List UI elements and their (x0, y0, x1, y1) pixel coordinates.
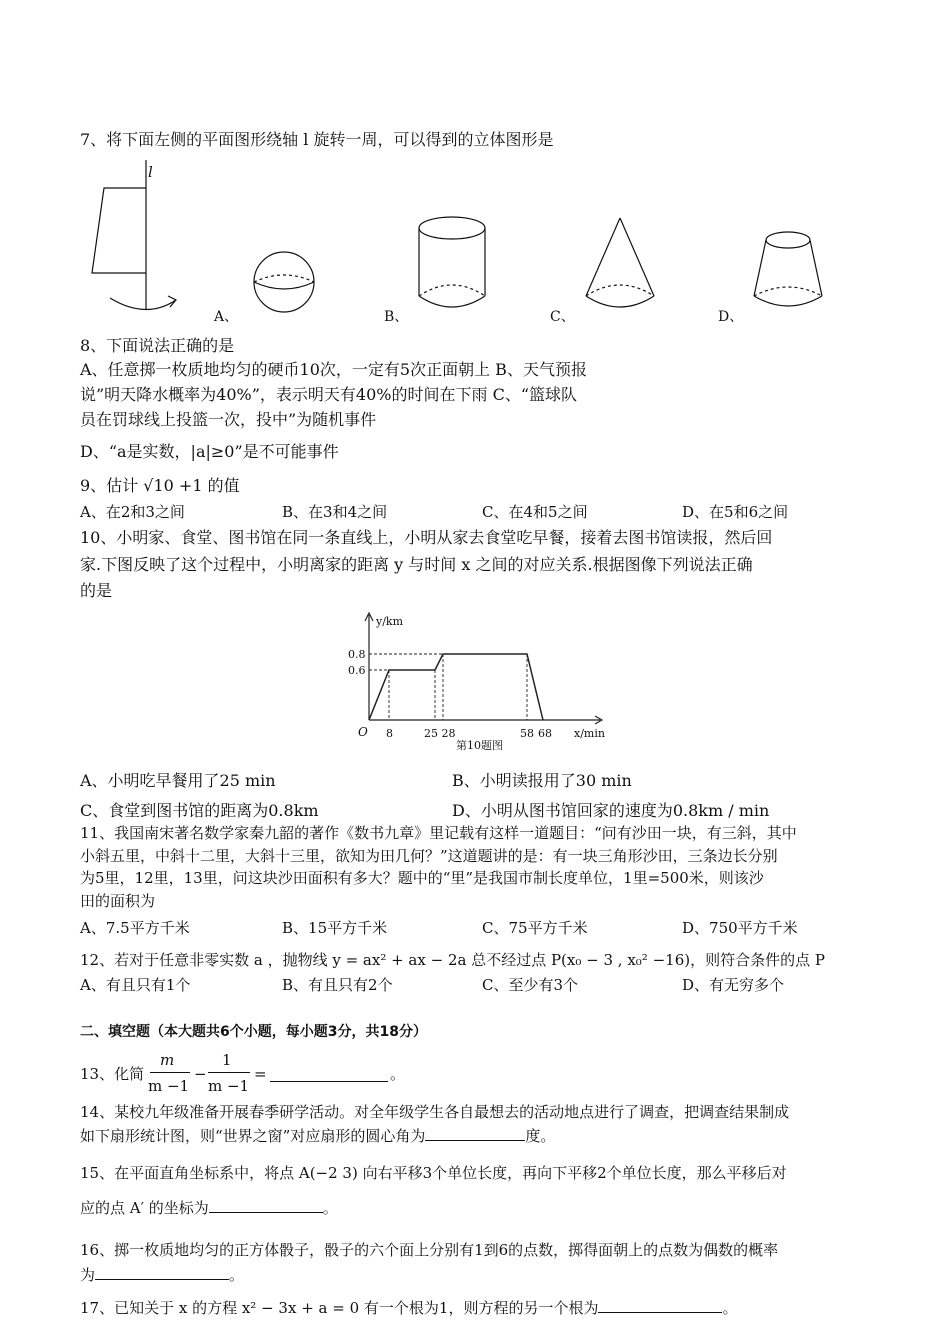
graph-xtick-58: 58 (520, 727, 534, 740)
q11-option-d: D、750平方千米 (682, 919, 798, 937)
q9-option-a: A、在2和3之间 (80, 503, 185, 521)
q12-option-c: C、至少有3个 (482, 976, 579, 994)
cone-figure (586, 218, 654, 307)
q15-line2-pre: 应的点 A′ 的坐标为 (80, 1199, 209, 1217)
q15-line1: 15、在平面直角坐标系中，将点 A(−2 3) 向右平移3个单位长度，再向下平移2个单位长度，那么平移后对 (80, 1164, 787, 1182)
q14-line1: 14、某校九年级准备开展春季研学活动。对全年级学生各自最想去的活动地点进行了调查，把调查结果制成 (80, 1103, 790, 1121)
planar-figure (92, 160, 176, 310)
q9-stem: 9、估计 √10 +1 的值 (80, 476, 240, 495)
q8-line2: 说”明天降水概率为40%”，表示明天有40%的时间在下雨 C、“篮球队 (80, 385, 577, 404)
section-2-heading: 二、填空题（本大题共6个小题，每小题3分，共18分） (80, 1024, 427, 1040)
q13-equals: = (254, 1065, 267, 1083)
q13-den2: m −1 (208, 1077, 250, 1095)
q8-line1: A、任意掷一枚质地均匀的硬币10次，一定有5次正面朝上 B、天气预报 (80, 360, 587, 379)
q7-text: 7、将下面左侧的平面图形绕轴 l 旋转一周，可以得到的立体图形是 (80, 130, 554, 149)
q13-fraction-bar-2 (208, 1072, 250, 1073)
q11-option-b: B、15平方千米 (282, 919, 388, 937)
q14-line2-pre: 如下扇形统计图，则“世界之窗”对应扇形的圆心角为 (80, 1127, 426, 1145)
q10-line1: 10、小明家、食堂、图书馆在同一条直线上，小明从家去食堂吃早餐，接着去图书馆读报，然后回 (80, 528, 773, 547)
q11-line2: 小斜五里，中斜十二里，大斜十三里，欲知为田几何？”这道题讲的是：有一块三角形沙田，三条边长分别 (80, 847, 778, 865)
q10-option-b: B、小明读报用了30 min (452, 771, 632, 790)
q17-post: 。 (722, 1299, 738, 1317)
q7-option-b: B、 (384, 309, 409, 325)
q10-line2: 家.下图反映了这个过程中，小明离家的距离 y 与时间 x 之间的对应关系.根据图像下列说法正确 (80, 555, 753, 574)
q13-prefix: 13、化简 (80, 1065, 145, 1083)
q13-answer-blank (270, 1081, 388, 1082)
q7-option-a: A、 (214, 309, 239, 325)
q11-line3: 为5里，12里，13里，问这块沙田面积有多大？题中的“里”是我国市制长度单位，1里=500米，则该沙 (80, 869, 764, 887)
q7-option-d: D、 (718, 309, 744, 325)
q9-option-d: D、在5和6之间 (682, 503, 789, 521)
cylinder-figure (419, 217, 485, 307)
graph-xtick-25-28: 25 28 (424, 727, 456, 740)
q8-line3: 员在罚球线上投篮一次，投中”为随机事件 (80, 410, 377, 429)
graph-ylabel: y/km (376, 615, 404, 628)
graph-origin: O (358, 725, 368, 739)
q13-num1: m (160, 1051, 175, 1069)
q7-figures (80, 160, 860, 330)
q11-option-c: C、75平方千米 (482, 919, 588, 937)
q10-option-c: C、食堂到图书馆的距离为0.8km (80, 801, 319, 820)
q14-answer-blank (425, 1126, 525, 1141)
q16-line2-pre: 为 (80, 1266, 96, 1284)
q10-option-d: D、小明从图书馆回家的速度为0.8km / min (452, 801, 770, 820)
distance-line (369, 654, 543, 720)
q16-line1: 16、掷一枚质地均匀的正方体骰子，骰子的六个面上分别有1到6的点数，掷得面朝上的点数为偶数的概率 (80, 1241, 779, 1259)
q8-line4: D、“a是实数，|a|≥0”是不可能事件 (80, 442, 339, 461)
graph-xtick-68: 68 (538, 727, 552, 740)
q12-option-b: B、有且只有2个 (282, 976, 393, 994)
q16-line2 (80, 1265, 244, 1285)
q17-answer-blank (598, 1298, 722, 1313)
q11-line4: 田的面积为 (80, 892, 156, 910)
q11-line1: 11、我国南宋著名数学家秦九韶的著作《数书九章》里记载有这样一道题目：“问有沙田一块，有三斜，其中 (80, 824, 797, 842)
q13-end: 。 (390, 1065, 406, 1083)
q8-stem: 8、下面说法正确的是 (80, 336, 235, 355)
graph-xtick-8: 8 (386, 727, 393, 740)
q12-stem: 12、若对于任意非零实数 a ，抛物线 y = ax² + ax − 2a 总不经过点 P(x₀ − 3 , x₀² −16)，则符合条件的点 P (80, 951, 825, 969)
q12-option-a: A、有且只有1个 (80, 976, 191, 994)
q14-line2 (80, 1126, 555, 1146)
q12-option-d: D、有无穷多个 (682, 976, 785, 994)
frustum-figure (754, 232, 822, 306)
q11-option-a: A、7.5平方千米 (80, 919, 190, 937)
graph-ytick-08: 0.8 (348, 648, 366, 661)
q17-line (80, 1298, 737, 1318)
q13-minus: − (194, 1065, 207, 1083)
q15-answer-blank (209, 1198, 323, 1213)
q9-option-b: B、在3和4之间 (282, 503, 388, 521)
q15-line2 (80, 1198, 338, 1218)
q17-pre: 17、已知关于 x 的方程 x² − 3x + a = 0 有一个根为1，则方程的另一个根为 (80, 1299, 599, 1317)
q13-den1: m −1 (148, 1077, 190, 1095)
q13-num2: 1 (222, 1051, 232, 1069)
q15-line2-post: 。 (322, 1199, 338, 1217)
sphere-figure (254, 252, 314, 312)
q10-option-a: A、小明吃早餐用了25 min (80, 771, 276, 790)
q10-line3: 的是 (80, 581, 113, 600)
axis-l-label: l (148, 163, 153, 181)
q14-line2-post: 度。 (525, 1127, 556, 1145)
q7-option-c: C、 (550, 309, 575, 325)
q16-line2-post: 。 (229, 1266, 245, 1284)
q16-answer-blank (95, 1265, 229, 1280)
q9-option-c: C、在4和5之间 (482, 503, 588, 521)
graph-xlabel: x/min (574, 727, 605, 740)
q13-fraction-bar-1 (150, 1072, 190, 1073)
graph-ytick-06: 0.6 (348, 664, 366, 677)
graph-caption: 第10题图 (456, 739, 503, 752)
